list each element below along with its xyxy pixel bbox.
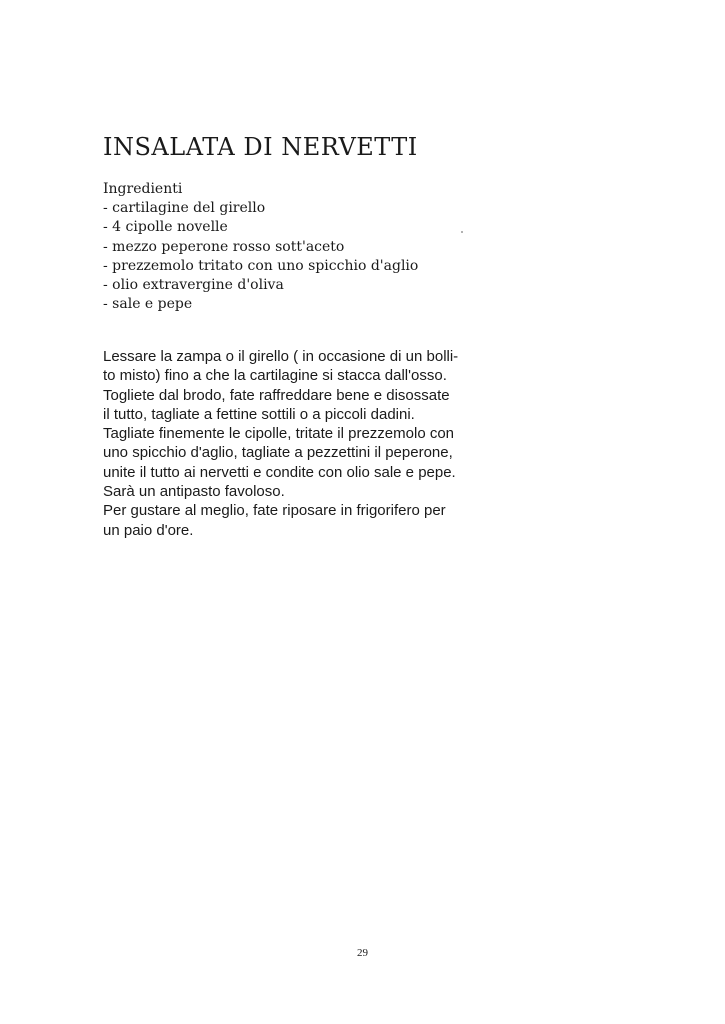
- instruction-line: uno spicchio d'aglio, tagliate a pezzettini il peperone,: [103, 444, 453, 462]
- instruction-line: Sarà un antipasto favoloso.: [103, 483, 285, 501]
- ingredients-heading: Ingredienti: [103, 181, 183, 197]
- ingredient-item: - 4 cipolle novelle: [103, 219, 228, 236]
- instruction-line: un paio d'ore.: [103, 521, 194, 539]
- ingredient-item: - olio extravergine d'oliva: [103, 277, 284, 294]
- ingredients-section: [103, 180, 418, 314]
- ingredient-item: - cartilagine del girello: [103, 200, 266, 217]
- instructions-paragraph: [103, 347, 503, 540]
- instruction-line: unite il tutto ai nervetti e condite con olio sale e pepe.: [103, 463, 456, 481]
- instruction-line: Per gustare al meglio, fate riposare in frigorifero per: [103, 502, 446, 520]
- scan-speck: [461, 231, 463, 233]
- instruction-line: to misto) fino a che la cartilagine si stacca dall'osso.: [103, 367, 447, 385]
- ingredient-item: - sale e pepe: [103, 296, 193, 313]
- page-number: 29: [357, 947, 368, 959]
- ingredients-list: [103, 199, 418, 314]
- instruction-line: il tutto, tagliate a fettine sottili o a piccoli dadini.: [103, 405, 415, 423]
- instruction-line: Togliete dal brodo, fate raffreddare bene e disossate: [103, 386, 450, 404]
- instruction-line: Tagliate finemente le cipolle, tritate il prezzemolo con: [103, 425, 455, 443]
- instruction-line: Lessare la zampa o il girello ( in occasione di un bolli-: [103, 348, 459, 365]
- recipe-title: INSALATA DI NERVETTI: [103, 133, 418, 161]
- ingredient-item: - prezzemolo tritato con uno spicchio d'aglio: [103, 257, 419, 274]
- ingredient-item: - mezzo peperone rosso sott'aceto: [103, 238, 345, 255]
